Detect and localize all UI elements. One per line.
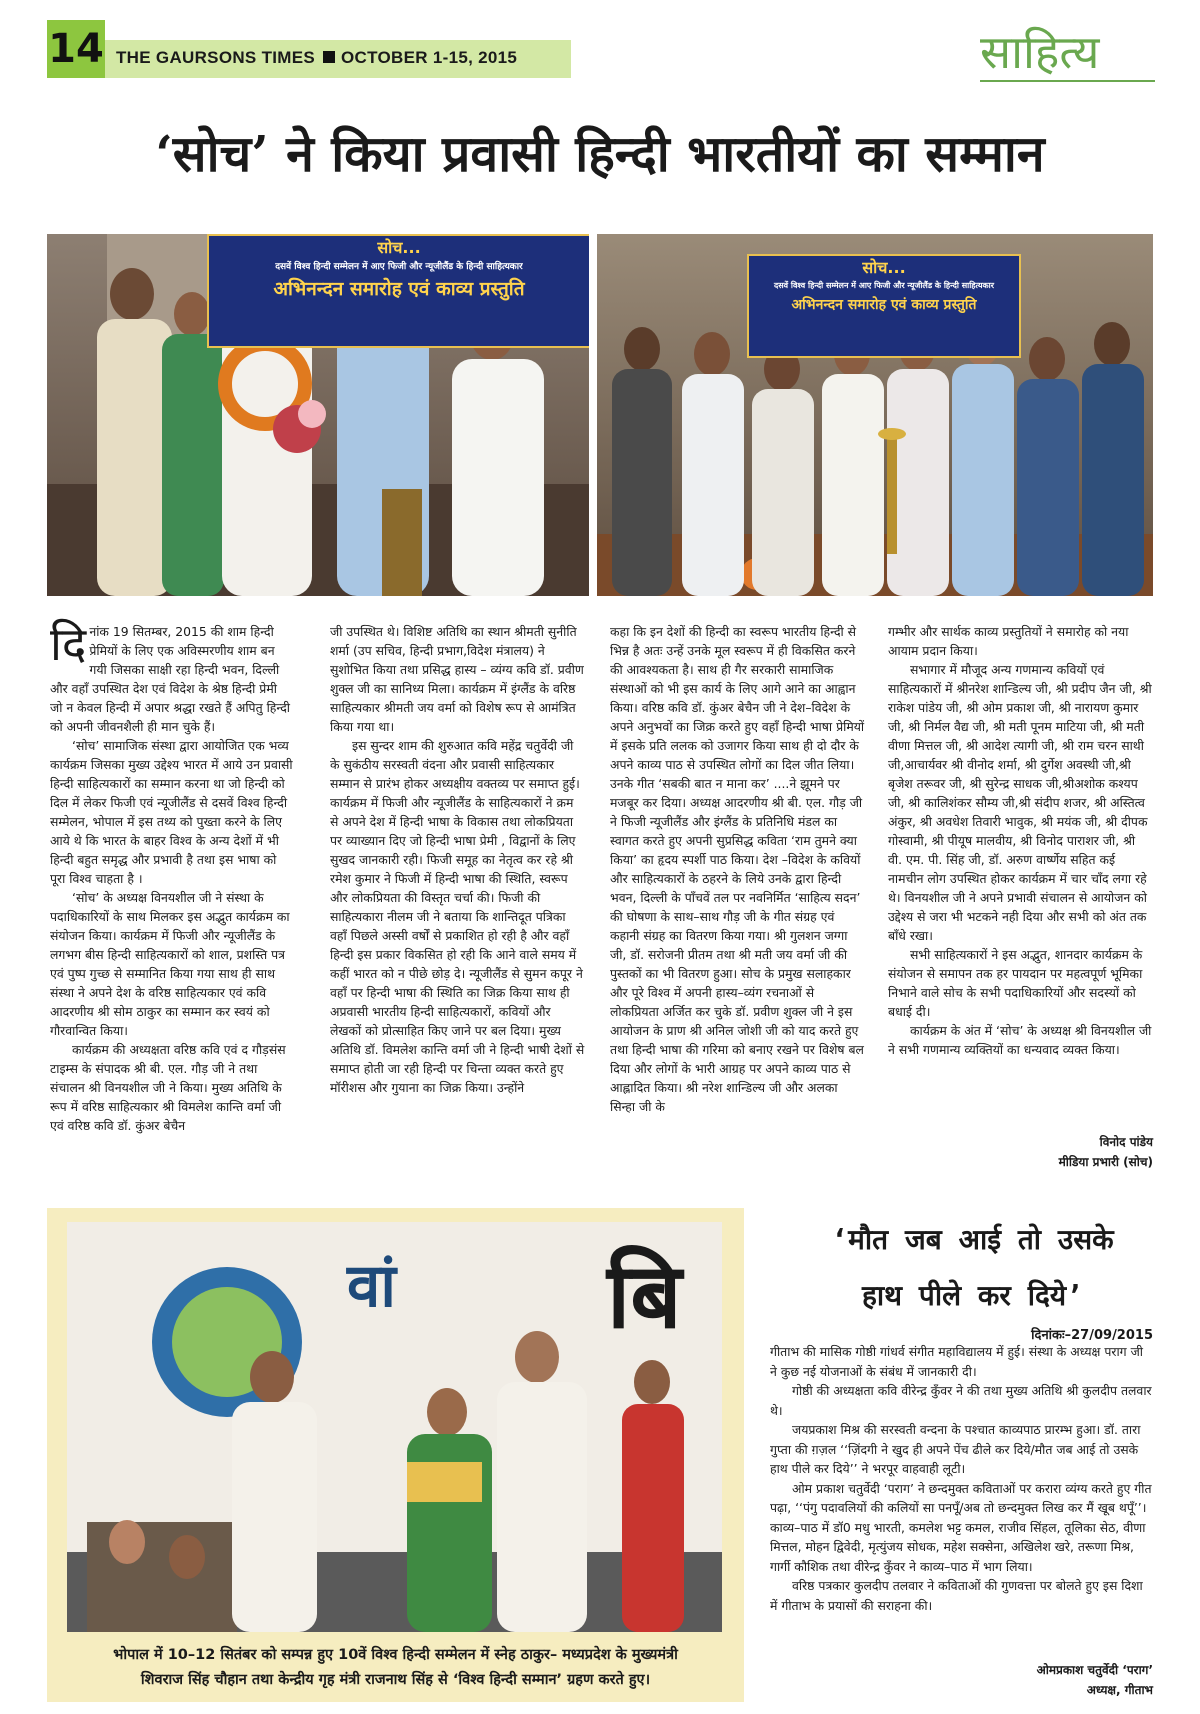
story2-date: दिनांकः–27/09/2015 xyxy=(1031,1328,1153,1343)
story2-paragraph: वरिष्ठ पत्रकार कुलदीप तलवार ने कविताओं की गुणवत्ता पर बोलते हुए इस दिशा में गीताभ के प्रयासों की सराहना की। xyxy=(770,1578,1143,1613)
article-paragraph: सभी साहित्यकारों ने इस अद्भुत, शानदार कार्यक्रम के संयोजन से समापन तक हर पायदान पर महत्वपूर्ण भूमिका निभाने वाले सोच के सभी पदाधिकारियों और सदस्यों को बधाई दी। xyxy=(888,947,1143,1019)
issue-date: OCTOBER 1-15, 2015 xyxy=(341,48,518,67)
backdrop-text-2: बि xyxy=(607,1243,682,1349)
section-underline xyxy=(980,80,1155,82)
photo-caption xyxy=(52,1643,739,1693)
story2-headline-line-2: हाथ पीले कर दिये’ xyxy=(862,1279,1083,1312)
article-paragraph: इस सुन्दर शाम की शुरुआत कवि महेंद्र चतुर्वेदी जी के सुकंठीय सरस्वती वंदना और प्रवासी साहित्यकार सम्मान से प्रारंभ होकर अध्यक्षीय वक्तव्य पर समाप्त हुई। कार्यक्रम में फिजी और न्यूजीलैंड के साहित्यकारों ने क्रम से अपने देश में हिन्दी भाषा के विकास तथा लोकप्रियता पर व्याख्यान दिए जो हिन्दी भाषा प्रेमी , विद्वानों के लिए सुखद जानकारी रही। फिजी समूह का नेतृत्व कर रहे श्री रमेश कुमार ने फिजी में हिन्दी भाषा की स्थिति, स्वरूप और लोकप्रियता की विस्तृत चर्चा की। फिजी की साहित्यकारा नीलम जी ने बताया कि शान्तिदूत पत्रिका वहाँ पिछले अस्सी वर्षों से प्रकाशित हो रही है और वहाँ हिन्दी इस प्रकार विकसित हो रही कि आने वाले समय में कहीं भारत को न पीछे छोड़ दे। न्यूजीलैंड से सुमन कपूर ने वहाँ पर हिन्दी भाषा की स्थिति का जिक्र किया साथ ही अप्रवासी भारतीय हिन्दी साहित्यकारों, कवियों और लेखकों को प्रोत्साहित किए जाने पर बल दिया। मुख्य अतिथि डॉ. विमलेश कान्ति वर्मा जी ने हिन्दी भाषी देशों से समाप्त होती जा रही हिन्दी पर चिन्ता व्यक्त करते हुए मॉरीशस और गुयाना का जिक्र किया। उन्होंने xyxy=(330,738,585,1095)
story2-headline-line-1: ‘मौत जब आई तो उसके xyxy=(831,1223,1114,1256)
separator-square-icon xyxy=(323,51,335,63)
page-headline: ‘सोच’ ने किया प्रवासी हिन्दी भारतीयों का सम्मान xyxy=(155,124,1045,183)
banner-org-name: सोच... xyxy=(862,258,906,277)
story2-paragraph: जयप्रकाश मिश्र की सरस्वती वन्दना के पश्चात काव्यपाठ प्रारम्भ हुआ। डॉ. तारा गुप्ता की ग़ज़ल ‘‘ज़िंदगी ने खुद ही अपने पेंच ढीले कर दिये/मौत जब आई तो उसके हाथ पीले कर दिये’’ ने भरपूर वाहवाही लूटी। xyxy=(770,1422,1141,1476)
story2-headline xyxy=(770,1212,1175,1324)
byline-name: विनोद पांडेय xyxy=(1099,1135,1153,1149)
banner-subtitle: दसवें विश्व हिन्दी सम्मेलन में आए फिजी और न्यूजीलैंड के हिन्दी साहित्यकार xyxy=(774,281,994,290)
event-banner xyxy=(207,234,589,348)
banner-subtitle: दसवें विश्व हिन्दी सम्मेलन में आए फिजी और न्यूजीलैंड के हिन्दी साहित्यकार xyxy=(275,262,523,272)
paper-name: THE GAURSONS TIMES xyxy=(116,48,316,67)
byline-name: ओमप्रकाश चतुर्वेदी ‘पराग’ xyxy=(1036,1663,1153,1677)
story2-byline xyxy=(1037,1660,1153,1700)
article-byline xyxy=(1059,1132,1153,1172)
banner-org-name: सोच... xyxy=(377,238,421,257)
article-column-4 xyxy=(888,622,1153,1059)
drop-cap: दि xyxy=(50,617,87,671)
banner-event-title: अभिनन्दन समारोह एवं काव्य प्रस्तुति xyxy=(273,278,525,300)
byline-role: अध्यक्ष, गीताभ xyxy=(1086,1683,1153,1697)
caption-line-2: शिवराज सिंह चौहान तथा केन्द्रीय गृह मंत्री राजनाथ सिंह से ‘विश्व हिन्दी सम्मान’ ग्रहण करते हुए। xyxy=(140,1672,651,1688)
photo-award-ceremony xyxy=(67,1222,722,1632)
masthead xyxy=(116,48,517,68)
caption-line-1: भोपाल में 10–12 सितंबर को सम्पन्न हुए 10वें विश्व हिन्दी सम्मेलन में स्नेह ठाकुर– मध्यप्रदेश के मुख्यमंत्री xyxy=(113,1647,678,1663)
story2-paragraph: ओम प्रकाश चतुर्वेदी ‘पराग’ ने छन्दमुक्त कविताओं पर करारा व्यंग्य करते हुए गीत पढ़ा, ‘‘पंगु पदावलियों की कलियों सा पनपूँ/अब तो छन्दमुक्त लिख कर मैं खूब थपूँ’’। काव्य–पाठ में डॉ0 मधु भारती, कमलेश भट्ट कमल, राजीव सिंहल, तूलिका सेठ, वीणा मित्तल, मोहन द्विवेदी, मृत्युंजय सोधक, महेश सक्सेना, अखिलेश खरे, तरूणा मिश्र, गार्गी कौशिक तथा वीरेन्द्र कुँवर ने काव्य–पाठ में भाग लिया। xyxy=(770,1480,1152,1574)
section-title: साहित्य xyxy=(980,25,1100,79)
byline-role: मीडिया प्रभारी (सोच) xyxy=(1058,1155,1153,1169)
story2-paragraph: गोष्ठी की अध्यक्षता कवि वीरेन्द्र कुँवर ने की तथा मुख्य अतिथि श्री कुलदीप तलवार थे। xyxy=(770,1383,1152,1418)
page-number: 14 xyxy=(47,20,105,78)
article-column-3 xyxy=(610,622,865,1116)
article-paragraph: कहा कि इन देशों की हिन्दी का स्वरूप भारतीय हिन्दी से भिन्न है अतः उन्हें उनके मूल स्वरूप में ही विकसित करने की आवश्यकता है। साथ ही गैर सरकारी सामाजिक संस्थाओं को भी इस कार्य के लिए आगे आने का आह्वान किया। वरिष्ठ कवि डॉ. कुंअर बेचैन जी ने देश–विदेश के अपने अनुभवों का जिक्र करते हुए वहाँ हिन्दी भाषा प्रेमियों में इसके प्रति ललक को उजागर किया साथ ही दो दौर के अपने काव्य पाठ से उपस्थित लोगों का दिल जीत लिया। उनके गीत ‘सबकी बात न माना कर’ ....ने झूमने पर मजबूर कर दिया। अध्यक्ष आदरणीय श्री बी. एल. गौड़ जी ने फिजी न्यूजीलैंड और इंग्लैंड के प्रतिनिधि मंडल का स्वागत करते हुए अपनी सुप्रसिद्ध कविता ‘राम तुमने क्या किया’ का हृदय स्पर्शी पाठ किया। देश –विदेश के कवियों और साहित्यकारों के ठहरने के लिये उनके द्वारा हिन्दी भवन, दिल्ली के पाँचवें तल पर नवनिर्मित ‘साहित्य सदन’ की घोषणा के साथ–साथ गौड़ जी के गीत संग्रह एवं कहानी संग्रह का वितरण किया गया। श्री गुलशन जग्गा जी, डॉ. सरोजनी प्रीतम तथा श्री मती जय वर्मा जी की पुस्तकों का भी वितरण हुआ। सोच के प्रमुख सलाहकार और पूरे विश्व में अपनी हास्य–व्यंग रचनाओं से लोकप्रियता अर्जित कर चुके डॉ. प्रवीण शुक्ल जी ने इस आयोजन के प्राण श्री अनिल जोशी जी को याद करते हुए तथा हिन्दी भाषा की गरिमा को बनाए रखने पर विशेष बल दिया और लोगों के भारी आग्रह पर अपने काव्य पाठ से आह्लादित किया। श्री नरेश शान्डिल्य जी और अलका सिन्हा जी के xyxy=(610,624,865,1114)
article-paragraph: जी उपस्थित थे। विशिष्ट अतिथि का स्थान श्रीमती सुनीति शर्मा (उप सचिव, हिन्दी प्रभाग,विदेश मंत्रालय) ने सुशोभित किया तथा प्रसिद्ध हास्य – व्यंग्य कवि डॉ. प्रवीण शुक्ल जी का सानिध्य मिला। कार्यक्रम में इंग्लैंड के वरिष्ठ साहित्यकार श्रीमती जय वर्मा को विशेष रूप से आमंत्रित किया गया था। xyxy=(330,624,584,734)
article-paragraph: ‘सोच’ सामाजिक संस्था द्वारा आयोजित एक भव्य कार्यक्रम जिसका मुख्य उद्देश्य भारत में आये उन प्रवासी हिन्दी साहित्यकारों का सम्मान करना था जो हिन्दी को दिल में लेकर फिजी एवं न्यूजीलैंड से दसवें विश्व हिन्दी सम्मेलन, भोपाल में इस तथ्य को पुख्ता करने के लिए आये थे कि भारत के बाहर विश्व के अन्य देशों में भी हिन्दी बहुत समृद्ध और प्रभावी है तथा इस भाषा को पूरा विश्व चाहता है । xyxy=(50,738,293,886)
article-paragraph: गम्भीर और सार्थक काव्य प्रस्तुतियों ने समारोह को नया आयाम प्रदान किया। xyxy=(888,624,1129,658)
article-paragraph: कार्यक्रम की अध्यक्षता वरिष्ठ कवि एवं द गौड़संस टाइम्स के संपादक श्री बी. एल. गौड़ जी ने तथा संचालन श्री विनयशील जी ने किया। मुख्य अतिथि के रूप में वरिष्ठ साहित्यकार श्री विमलेश कान्ति वर्मा जी एवं वरिष्ठ कवि डॉ. कुंअर बेचैन xyxy=(50,1042,286,1133)
article-paragraph: ‘सोच’ के अध्यक्ष विनयशील जी ने संस्था के पदाधिकारियों के साथ मिलकर इस अद्भुत कार्यक्रम का संयोजन किया। कार्यक्रम में फिजी और न्यूजीलैंड के लगभग बीस हिन्दी साहित्यकारों को शाल, प्रशस्ति पत्र एवं पुष्प गुच्छ से सम्मानित किया गया साथ ही साथ संस्था ने अपने देश के वरिष्ठ साहित्यकार एवं कवि आदरणीय श्री सोम ठाकुर का सम्मान कर स्वयं को गौरवान्वित किया। xyxy=(50,890,290,1038)
backdrop-text: वां xyxy=(347,1251,396,1321)
banner-event-title: अभिनन्दन समारोह एवं काव्य प्रस्तुति xyxy=(791,297,977,313)
article-column-2 xyxy=(330,622,585,1097)
article-column-1 xyxy=(50,617,293,1135)
article-paragraph: नांक 19 सितम्बर, 2015 की शाम हिन्दी प्रेमियों के लिए एक अविस्मरणीय शाम बन गयी जिसका साक्षी रहा हिन्दी भवन, दिल्ली और वहाँ उपस्थित देश एवं विदेश के श्रेष्ठ हिन्दी प्रेमी जो न केवल हिन्दी में अपार श्रद्धा रखते हैं अपितु हिन्दी को अपनी जीवनशैली ही मान चुके हैं। xyxy=(50,624,290,734)
event-banner xyxy=(747,254,1021,358)
story2-paragraph: गीताभ की मासिक गोष्ठी गांधर्व संगीत महाविद्यालय में हुई। संस्था के अध्यक्ष पराग जी ने कुछ नई योजनाओं के संबंध में जानकारी दी। xyxy=(770,1344,1143,1379)
photo-lamp-lighting xyxy=(597,234,1153,596)
article-paragraph: कार्यक्रम के अंत में ‘सोच’ के अध्यक्ष श्री विनयशील जी ने सभी गणमान्य व्यक्तियों का धन्यवाद व्यक्त किया। xyxy=(888,1023,1152,1057)
story2-body xyxy=(770,1342,1153,1615)
photo-felicitation xyxy=(47,234,589,596)
article-paragraph: सभागार में मौजूद अन्य गणमान्य कवियों एवं साहित्यकारों में श्रीनरेश शान्डिल्य जी, श्री प्रदीप जैन जी, श्री राकेश पांडेय जी, श्री ओम प्रकाश जी, श्री नारायण कुमार जी, श्री निर्मल वैद्य जी, श्री मती पूनम माटिया जी, श्री मती वीणा मित्तल जी, श्री आदेश त्यागी जी, श्री राम चरन साथी जी,आचार्यवर श्री वीनोद शर्मा, श्री दुर्गेश अवस्थी जी,श्री बृजेश तरूवर जी, श्री सुरेन्द्र साधक जी,श्रीअशोक कश्यप जी, श्री कालिशंकर सौम्य जी,श्री संदीप शजर, श्री अस्तित्व अंकुर, श्री अवधेश तिवारी भावुक, श्री मयंक जी, श्री दीपक गोस्वामी, श्री पीयूष मालवीय, श्री विनोद पाराशर जी, श्री वी. एम. पी. सिंह जी, डॉ. अरुण वार्ष्णेय सहित कई नामचीन लोग उपस्थित होकर कार्यक्रम में चार चाँद लगा रहे थे। विनयशील जी ने अपने प्रभावी संचालन से आयोजन को उद्देश्य से जरा भी भटकने नही दिया और सभी को अंत तक बाँधे रखा। xyxy=(888,662,1152,943)
